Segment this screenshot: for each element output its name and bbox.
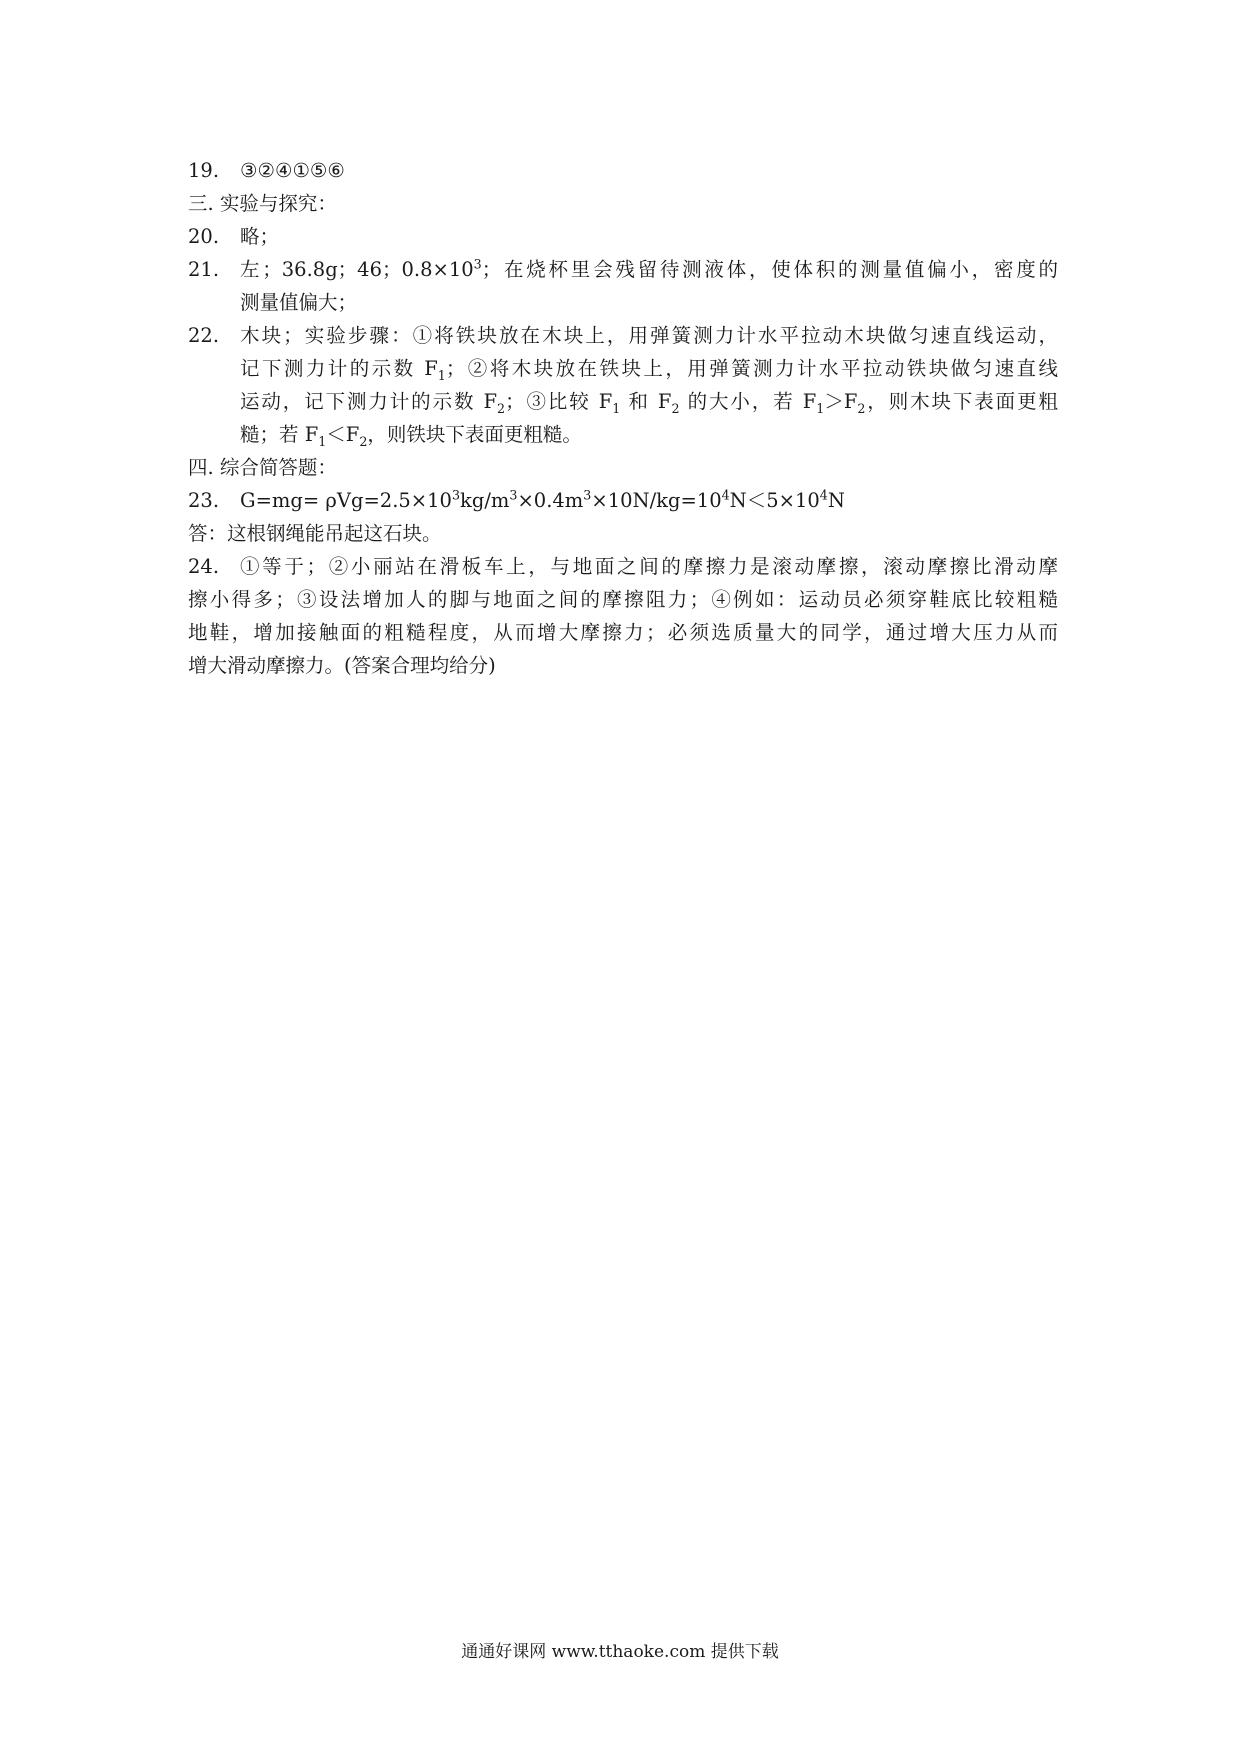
text-run: 和 F bbox=[620, 390, 672, 413]
item-text-continued bbox=[188, 616, 1058, 649]
text-run: ；②将木块放在铁块上，用弹簧测力计水平拉动铁块做匀速直线 bbox=[445, 357, 1058, 380]
text-run: ×10N/kg=10 bbox=[591, 489, 722, 512]
subscript: 1 bbox=[437, 367, 446, 383]
item-text-continued bbox=[240, 385, 1058, 418]
item-text-continued: 测量值偏大； bbox=[240, 291, 358, 314]
subscript: 2 bbox=[497, 400, 506, 416]
item-number: 24. bbox=[188, 555, 220, 578]
answer-22-line3 bbox=[188, 385, 1058, 418]
answer-22-line2 bbox=[188, 352, 1058, 385]
item-text: 略； bbox=[240, 225, 280, 248]
item-text-continued bbox=[188, 583, 1058, 616]
section-title: 三. 实验与探究： bbox=[188, 192, 337, 215]
text-run: ①等于；②小丽站在滑板车上，与地面之间的摩擦力是滚动摩擦，滚动摩擦比滑动摩 bbox=[240, 555, 1058, 578]
subscript: 2 bbox=[671, 400, 680, 416]
section-heading-3 bbox=[188, 187, 1058, 220]
text-run: 左；36.8g；46；0.8×10 bbox=[240, 258, 474, 281]
answer-19 bbox=[188, 154, 1058, 187]
item-text-continued bbox=[240, 352, 1058, 385]
superscript: 4 bbox=[819, 487, 828, 503]
answer-21-line2 bbox=[188, 286, 1058, 319]
item-number: 23. bbox=[188, 489, 220, 512]
subscript: 2 bbox=[857, 400, 866, 416]
answer-22-line1 bbox=[188, 319, 1058, 352]
text-run: ；③比较 F bbox=[505, 390, 613, 413]
answer-24-line4 bbox=[188, 649, 1058, 682]
answer-23-conclusion bbox=[188, 517, 1058, 550]
text-run: N bbox=[827, 489, 845, 512]
text-run: 地鞋，增加接触面的粗糙程度，从而增大摩擦力；必须选质量大的同学，通过增大压力从而 bbox=[188, 621, 1058, 644]
superscript: 3 bbox=[473, 256, 482, 272]
subscript: 2 bbox=[359, 433, 368, 449]
subscript: 1 bbox=[318, 433, 327, 449]
superscript: 3 bbox=[583, 487, 592, 503]
text-run: 糙；若 F bbox=[240, 423, 319, 446]
answer-24-line3 bbox=[188, 616, 1058, 649]
text-run: ＞F bbox=[824, 390, 858, 413]
text-run: 运动，记下测力计的示数 F bbox=[240, 390, 497, 413]
text-run: ；在烧杯里会残留待测液体，使体积的测量值偏小，密度的 bbox=[481, 258, 1058, 281]
subscript: 1 bbox=[612, 400, 621, 416]
superscript: 3 bbox=[509, 487, 518, 503]
item-text bbox=[240, 550, 1058, 583]
superscript: 3 bbox=[451, 487, 461, 503]
item-number: 22. bbox=[188, 324, 220, 347]
formula bbox=[240, 484, 845, 517]
superscript: 4 bbox=[721, 487, 730, 503]
item-text: ③②④①⑤⑥ bbox=[240, 159, 345, 182]
answer-23 bbox=[188, 484, 1058, 517]
item-number: 19. bbox=[188, 159, 220, 182]
text-run: 的大小，若 F bbox=[679, 390, 817, 413]
text-run: ×0.4m bbox=[517, 489, 584, 512]
item-text-continued: 增大滑动摩擦力。(答案合理均给分) bbox=[188, 654, 496, 677]
text-run: ＜F bbox=[326, 423, 360, 446]
section-heading-4 bbox=[188, 451, 1058, 484]
answer-24-line2 bbox=[188, 583, 1058, 616]
item-text-continued bbox=[240, 418, 582, 451]
text-run: ，则铁块下表面更粗糙。 bbox=[367, 423, 582, 446]
text-run: N＜5×10 bbox=[729, 489, 820, 512]
item-number: 20. bbox=[188, 225, 220, 248]
text-run: 记下测力计的示数 F bbox=[240, 357, 438, 380]
answer-21-line1 bbox=[188, 253, 1058, 286]
page-footer: 通通好课网 www.tthaoke.com 提供下载 bbox=[461, 1642, 779, 1662]
answer-20 bbox=[188, 220, 1058, 253]
section-title: 四. 综合简答题： bbox=[188, 456, 337, 479]
text-run: kg/m bbox=[460, 489, 510, 512]
text-run: ，则木块下表面更粗 bbox=[865, 390, 1058, 413]
text-run: 擦小得多；③设法增加人的脚与地面之间的摩擦阻力；④例如：运动员必须穿鞋底比较粗糙 bbox=[188, 588, 1058, 611]
answer-22-line4 bbox=[188, 418, 1058, 451]
text-run: G=mg= ρVg=2.5×10 bbox=[240, 489, 452, 512]
subscript: 1 bbox=[816, 400, 825, 416]
answer-24-line1 bbox=[188, 550, 1058, 583]
conclusion-text: 答：这根钢绳能吊起这石块。 bbox=[188, 522, 442, 545]
item-text bbox=[240, 253, 1058, 286]
answer-content bbox=[188, 154, 1058, 682]
item-text bbox=[240, 319, 1058, 352]
text-run: 木块；实验步骤：①将铁块放在木块上，用弹簧测力计水平拉动木块做匀速直线运动， bbox=[240, 324, 1058, 347]
item-number: 21. bbox=[188, 258, 220, 281]
